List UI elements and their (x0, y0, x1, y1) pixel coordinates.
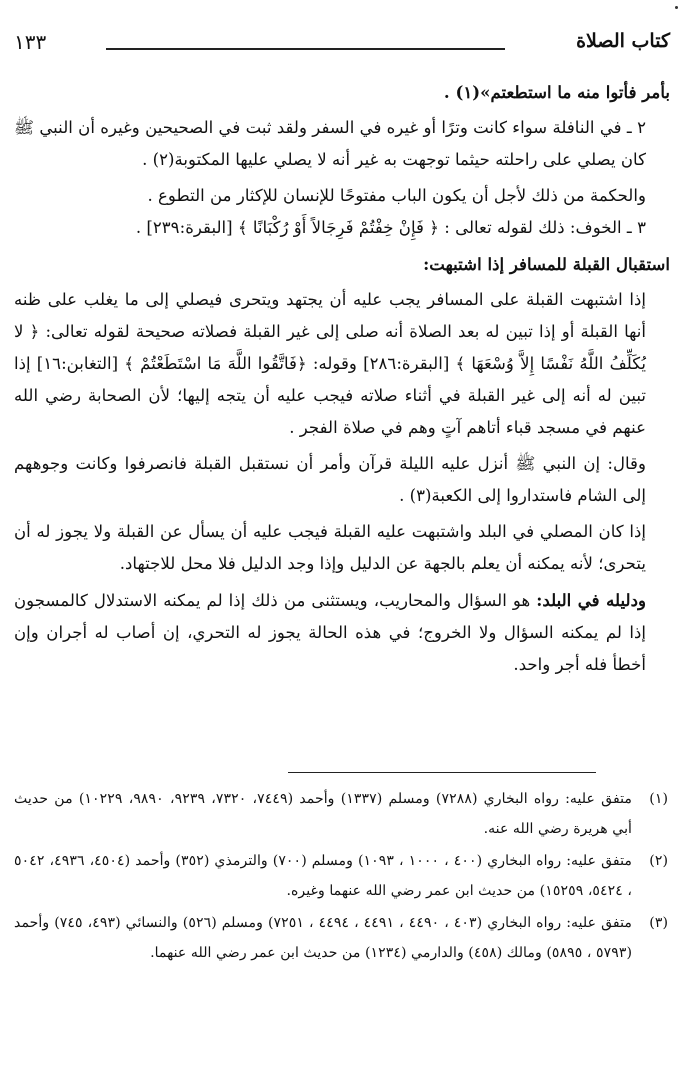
paragraph-continuation: بأمر فأتوا منه ما استطعتم»(١) . (443, 82, 670, 102)
running-title: كتاب الصلاة (576, 30, 670, 52)
paragraph-qibla-traveler: إذا اشتبهت القبلة على المسافر يجب عليه أن يجتهد ويتحرى فيصلي إلى ما يغلب على ظنه أنها القبلة أو إذا تبين له بعد الصلاة أنه صلى إلى غير القبلة فصلاته صحيحة لقوله تعالى: ﴿ لا يُكَلِّفُ اللَّهُ نَفْسًا إِلاَّ وُسْعَهَا ﴾ [البقرة:٢٨٦] وقوله: ﴿فَاتَّقُوا اللَّهَ مَا اسْتَطَعْتُمْ ﴾ [التغابن:١٦] إذا تبين له أنه إلى غير القبلة في أثناء صلاته فيجب عليه أن يتجه إليها؛ لأن الصحابة رضي الله عنهم في مسجد قباء أتاهم آتٍ وهم في صلاة الفجر . (14, 290, 647, 437)
main-text (14, 76, 670, 681)
paragraph-wisdom: والحكمة من ذلك لأجل أن يكون الباب مفتوحًا للإنسان للإكثار من التطوع . (147, 186, 646, 205)
evidence-lead: ودليله في البلد: (536, 590, 646, 610)
paragraph-city-evidence (14, 584, 670, 681)
evidence-text: هو السؤال والمحاريب، ويستثنى من ذلك إذا لم يمكنه الاستدلال كالمسجون إذا لم يمكنه السؤال ولا الخروج؛ في هذه الحالة يجوز له التحري، إن أصاب له أجران وإن أخطأ فله أجر واحد. (14, 591, 646, 674)
paragraph-qibla-city: إذا كان المصلي في البلد واشتبهت عليه القبلة فيجب عليه أن يسأل عن القبلة ولا يجوز له أن يتحرى؛ لأنه يمكنه أن يعلم بالجهة عن الدليل وإذا وجد الدليل فلا محل للاجتهاد. (14, 522, 646, 573)
header-rule (106, 48, 505, 50)
footnote (14, 846, 670, 906)
paragraph-fear: ٣ ـ الخوف: ذلك لقوله تعالى : ﴿ فَإِنْ خِفْتُمْ فَرِجَالاً أَوْ رُكْبَانًا ﴾ [البقرة:٢٣٩] . (135, 218, 646, 237)
footnote (14, 908, 670, 968)
footnote-number: (١) (649, 791, 668, 807)
section-heading: استقبال القبلة للمسافر إذا اشتبهت: (423, 254, 670, 274)
footnote-number: (٢) (649, 853, 668, 869)
footnote-separator (288, 772, 596, 773)
scan-speck (675, 6, 678, 9)
page-number: ١٣٣ (14, 30, 47, 54)
footnote (14, 784, 670, 844)
footnote-text: متفق عليه: رواه البخاري (٧٢٨٨) ومسلم (١٣٣٧) وأحمد (٧٤٤٩، ٧٣٢٠، ٩٢٣٩، ٩٨٩٠، ١٠٢٢٩) من حديث أبي هريرة رضي الله عنه. (14, 791, 633, 837)
paragraph-nafila: ٢ ـ في النافلة سواء كانت وترًا أو غيره في السفر ولقد ثبت في الصحيحين وغيره أن النبي ﷺ كان يصلي على راحلته حيثما توجهت به غير أنه لا يصلي عليها المكتوبة(٢) . (14, 118, 646, 169)
footnote-text: متفق عليه: رواه البخاري (٤٠٣ ، ٤٤٩٠ ، ٤٤٩١ ، ٤٤٩٤ ، ٧٢٥١) ومسلم (٥٢٦) والنسائي (٤٩٣، ٧٤٥) وأحمد (٥٧٩٣ ، ٥٨٩٥) ومالك (٤٥٨) والدارمي (١٢٣٤) من حديث ابن عمر رضي الله عنهما. (14, 915, 632, 961)
footnotes (14, 784, 670, 970)
paragraph-quba-hadith: وقال: إن النبي ﷺ أنزل عليه الليلة قرآن وأمر أن نستقبل القبلة فانصرفوا وكانت وجوههم إلى الشام فاستداروا إلى الكعبة(٣) . (14, 454, 646, 505)
footnote-number: (٣) (649, 915, 668, 931)
page-header (14, 30, 670, 60)
footnote-text: متفق عليه: رواه البخاري (٤٠٠ ، ١٠٠٠ ، ١٠٩٣) ومسلم (٧٠٠) والترمذي (٣٥٢) وأحمد (٤٥٠٤، ٤٩٣٦، ٥٠٤٢ ، ٥٤٢٤، ١٥٢٥٩) من حديث ابن عمر رضي الله عنهما وغيره. (14, 853, 632, 899)
